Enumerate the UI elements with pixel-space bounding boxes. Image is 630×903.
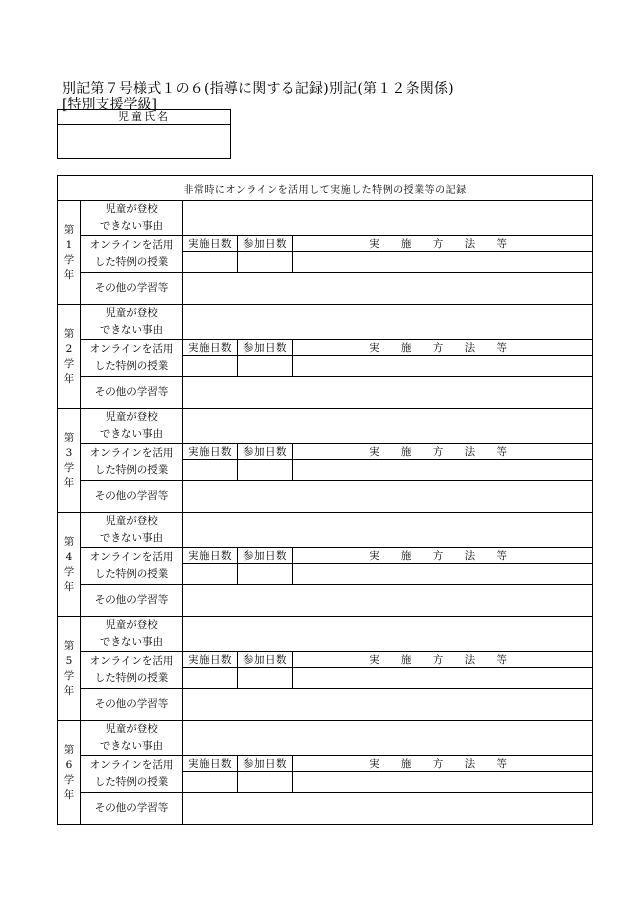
grade-number: 4 [65,550,73,563]
absence-reason-label-line1: 児童が登校 [105,203,158,215]
absence-reason-label-line1: 児童が登校 [105,723,158,735]
absence-reason-label-line1: 児童が登校 [105,515,158,527]
other-learning-field[interactable] [183,793,593,825]
days-attended-header: 参加日数 [238,236,293,252]
other-learning-field[interactable] [183,585,593,617]
online-class-record-table [57,175,593,825]
grade-number: 1 [65,238,73,251]
days-conducted-field[interactable] [183,564,238,585]
other-learning-label: その他の学習等 [81,273,183,305]
days-conducted-header: 実施日数 [183,236,238,252]
days-attended-header: 参加日数 [238,444,293,460]
online-class-label-line1: オンラインを活用 [89,759,174,771]
online-class-label [81,756,183,793]
grade-number: 2 [65,342,73,355]
absence-reason-label-line2: できない事由 [100,324,163,336]
grade-unit: 年 [63,684,75,697]
absence-reason-label-line1: 児童が登校 [105,619,158,631]
grade-suffix: 学 [63,461,75,474]
method-header: 実 施 方 法 等 [293,444,593,460]
other-learning-label: その他の学習等 [81,377,183,409]
absence-reason-label [81,513,183,548]
absence-reason-label-line1: 児童が登校 [105,411,158,423]
other-learning-field[interactable] [183,481,593,513]
grade-unit: 年 [63,788,75,801]
days-attended-field[interactable] [238,252,293,273]
grade-prefix: 第 [63,743,75,756]
days-attended-header: 参加日数 [238,652,293,668]
other-learning-label: その他の学習等 [81,585,183,617]
online-class-label [81,548,183,585]
days-attended-header: 参加日数 [238,756,293,772]
online-class-label-line2: した特例の授業 [94,568,169,580]
days-attended-field[interactable] [238,356,293,377]
method-header: 実 施 方 法 等 [293,236,593,252]
grade-prefix: 第 [63,223,75,236]
method-field[interactable] [293,668,593,689]
other-learning-label: その他の学習等 [81,793,183,825]
grade-prefix: 第 [63,535,75,548]
days-conducted-field[interactable] [183,252,238,273]
method-field[interactable] [293,460,593,481]
absence-reason-field[interactable] [183,617,593,652]
days-conducted-header: 実施日数 [183,756,238,772]
form-title: 別記第７号様式１の６(指導に関する記録)別記(第１２条関係) [62,81,454,97]
days-conducted-header: 実施日数 [183,444,238,460]
online-class-label-line2: した特例の授業 [94,672,169,684]
method-header: 実 施 方 法 等 [293,340,593,356]
absence-reason-label-line2: できない事由 [100,220,163,232]
online-class-label-line1: オンラインを活用 [89,655,174,667]
online-class-label-line2: した特例の授業 [94,256,169,268]
online-class-label [81,236,183,273]
other-learning-field[interactable] [183,377,593,409]
other-learning-field[interactable] [183,689,593,721]
student-name-field[interactable] [58,125,230,158]
absence-reason-label-line1: 児童が登校 [105,307,158,319]
online-class-label [81,340,183,377]
days-attended-field[interactable] [238,668,293,689]
method-field[interactable] [293,564,593,585]
absence-reason-field[interactable] [183,409,593,444]
student-name-label: 児童氏名 [58,110,230,125]
days-attended-field[interactable] [238,564,293,585]
online-class-label [81,444,183,481]
days-conducted-field[interactable] [183,772,238,793]
other-learning-field[interactable] [183,273,593,305]
grade-label [58,305,81,409]
grade-label [58,513,81,617]
grade-label [58,617,81,721]
days-conducted-field[interactable] [183,668,238,689]
days-conducted-header: 実施日数 [183,548,238,564]
days-attended-header: 参加日数 [238,340,293,356]
grade-prefix: 第 [63,639,75,652]
grade-number: 5 [65,654,73,667]
absence-reason-label [81,305,183,340]
grade-prefix: 第 [63,431,75,444]
online-class-label-line1: オンラインを活用 [89,343,174,355]
absence-reason-label [81,201,183,236]
grade-unit: 年 [63,268,75,281]
days-conducted-header: 実施日数 [183,340,238,356]
table-title: 非常時にオンラインを活用して実施した特例の授業等の記録 [58,176,593,201]
grade-number: 3 [65,446,73,459]
method-header: 実 施 方 法 等 [293,548,593,564]
grade-suffix: 学 [63,253,75,266]
absence-reason-label-line2: できない事由 [100,532,163,544]
grade-prefix: 第 [63,327,75,340]
absence-reason-label [81,721,183,756]
absence-reason-label [81,617,183,652]
absence-reason-field[interactable] [183,721,593,756]
method-field[interactable] [293,356,593,377]
method-header: 実 施 方 法 等 [293,652,593,668]
student-name-box [57,109,231,159]
online-class-label-line2: した特例の授業 [94,776,169,788]
online-class-label [81,652,183,689]
grade-suffix: 学 [63,669,75,682]
days-conducted-field[interactable] [183,356,238,377]
online-class-label-line1: オンラインを活用 [89,551,174,563]
grade-unit: 年 [63,476,75,489]
absence-reason-label [81,409,183,444]
absence-reason-field[interactable] [183,201,593,236]
grade-unit: 年 [63,372,75,385]
absence-reason-field[interactable] [183,513,593,548]
online-class-label-line2: した特例の授業 [94,464,169,476]
grade-label [58,409,81,513]
other-learning-label: その他の学習等 [81,481,183,513]
online-class-label-line2: した特例の授業 [94,360,169,372]
days-attended-field[interactable] [238,460,293,481]
online-class-label-line1: オンラインを活用 [89,447,174,459]
days-conducted-header: 実施日数 [183,652,238,668]
online-class-label-line1: オンラインを活用 [89,239,174,251]
grade-suffix: 学 [63,565,75,578]
days-attended-header: 参加日数 [238,548,293,564]
method-header: 実 施 方 法 等 [293,756,593,772]
absence-reason-field[interactable] [183,305,593,340]
grade-label [58,721,81,825]
grade-suffix: 学 [63,357,75,370]
absence-reason-label-line2: できない事由 [100,636,163,648]
form-subtitle: [特別支援学級] [62,97,157,113]
absence-reason-label-line2: できない事由 [100,428,163,440]
grade-label [58,201,81,305]
grade-suffix: 学 [63,773,75,786]
days-attended-field[interactable] [238,772,293,793]
grade-unit: 年 [63,580,75,593]
grade-number: 6 [65,758,73,771]
other-learning-label: その他の学習等 [81,689,183,721]
method-field[interactable] [293,252,593,273]
method-field[interactable] [293,772,593,793]
days-conducted-field[interactable] [183,460,238,481]
absence-reason-label-line2: できない事由 [100,740,163,752]
